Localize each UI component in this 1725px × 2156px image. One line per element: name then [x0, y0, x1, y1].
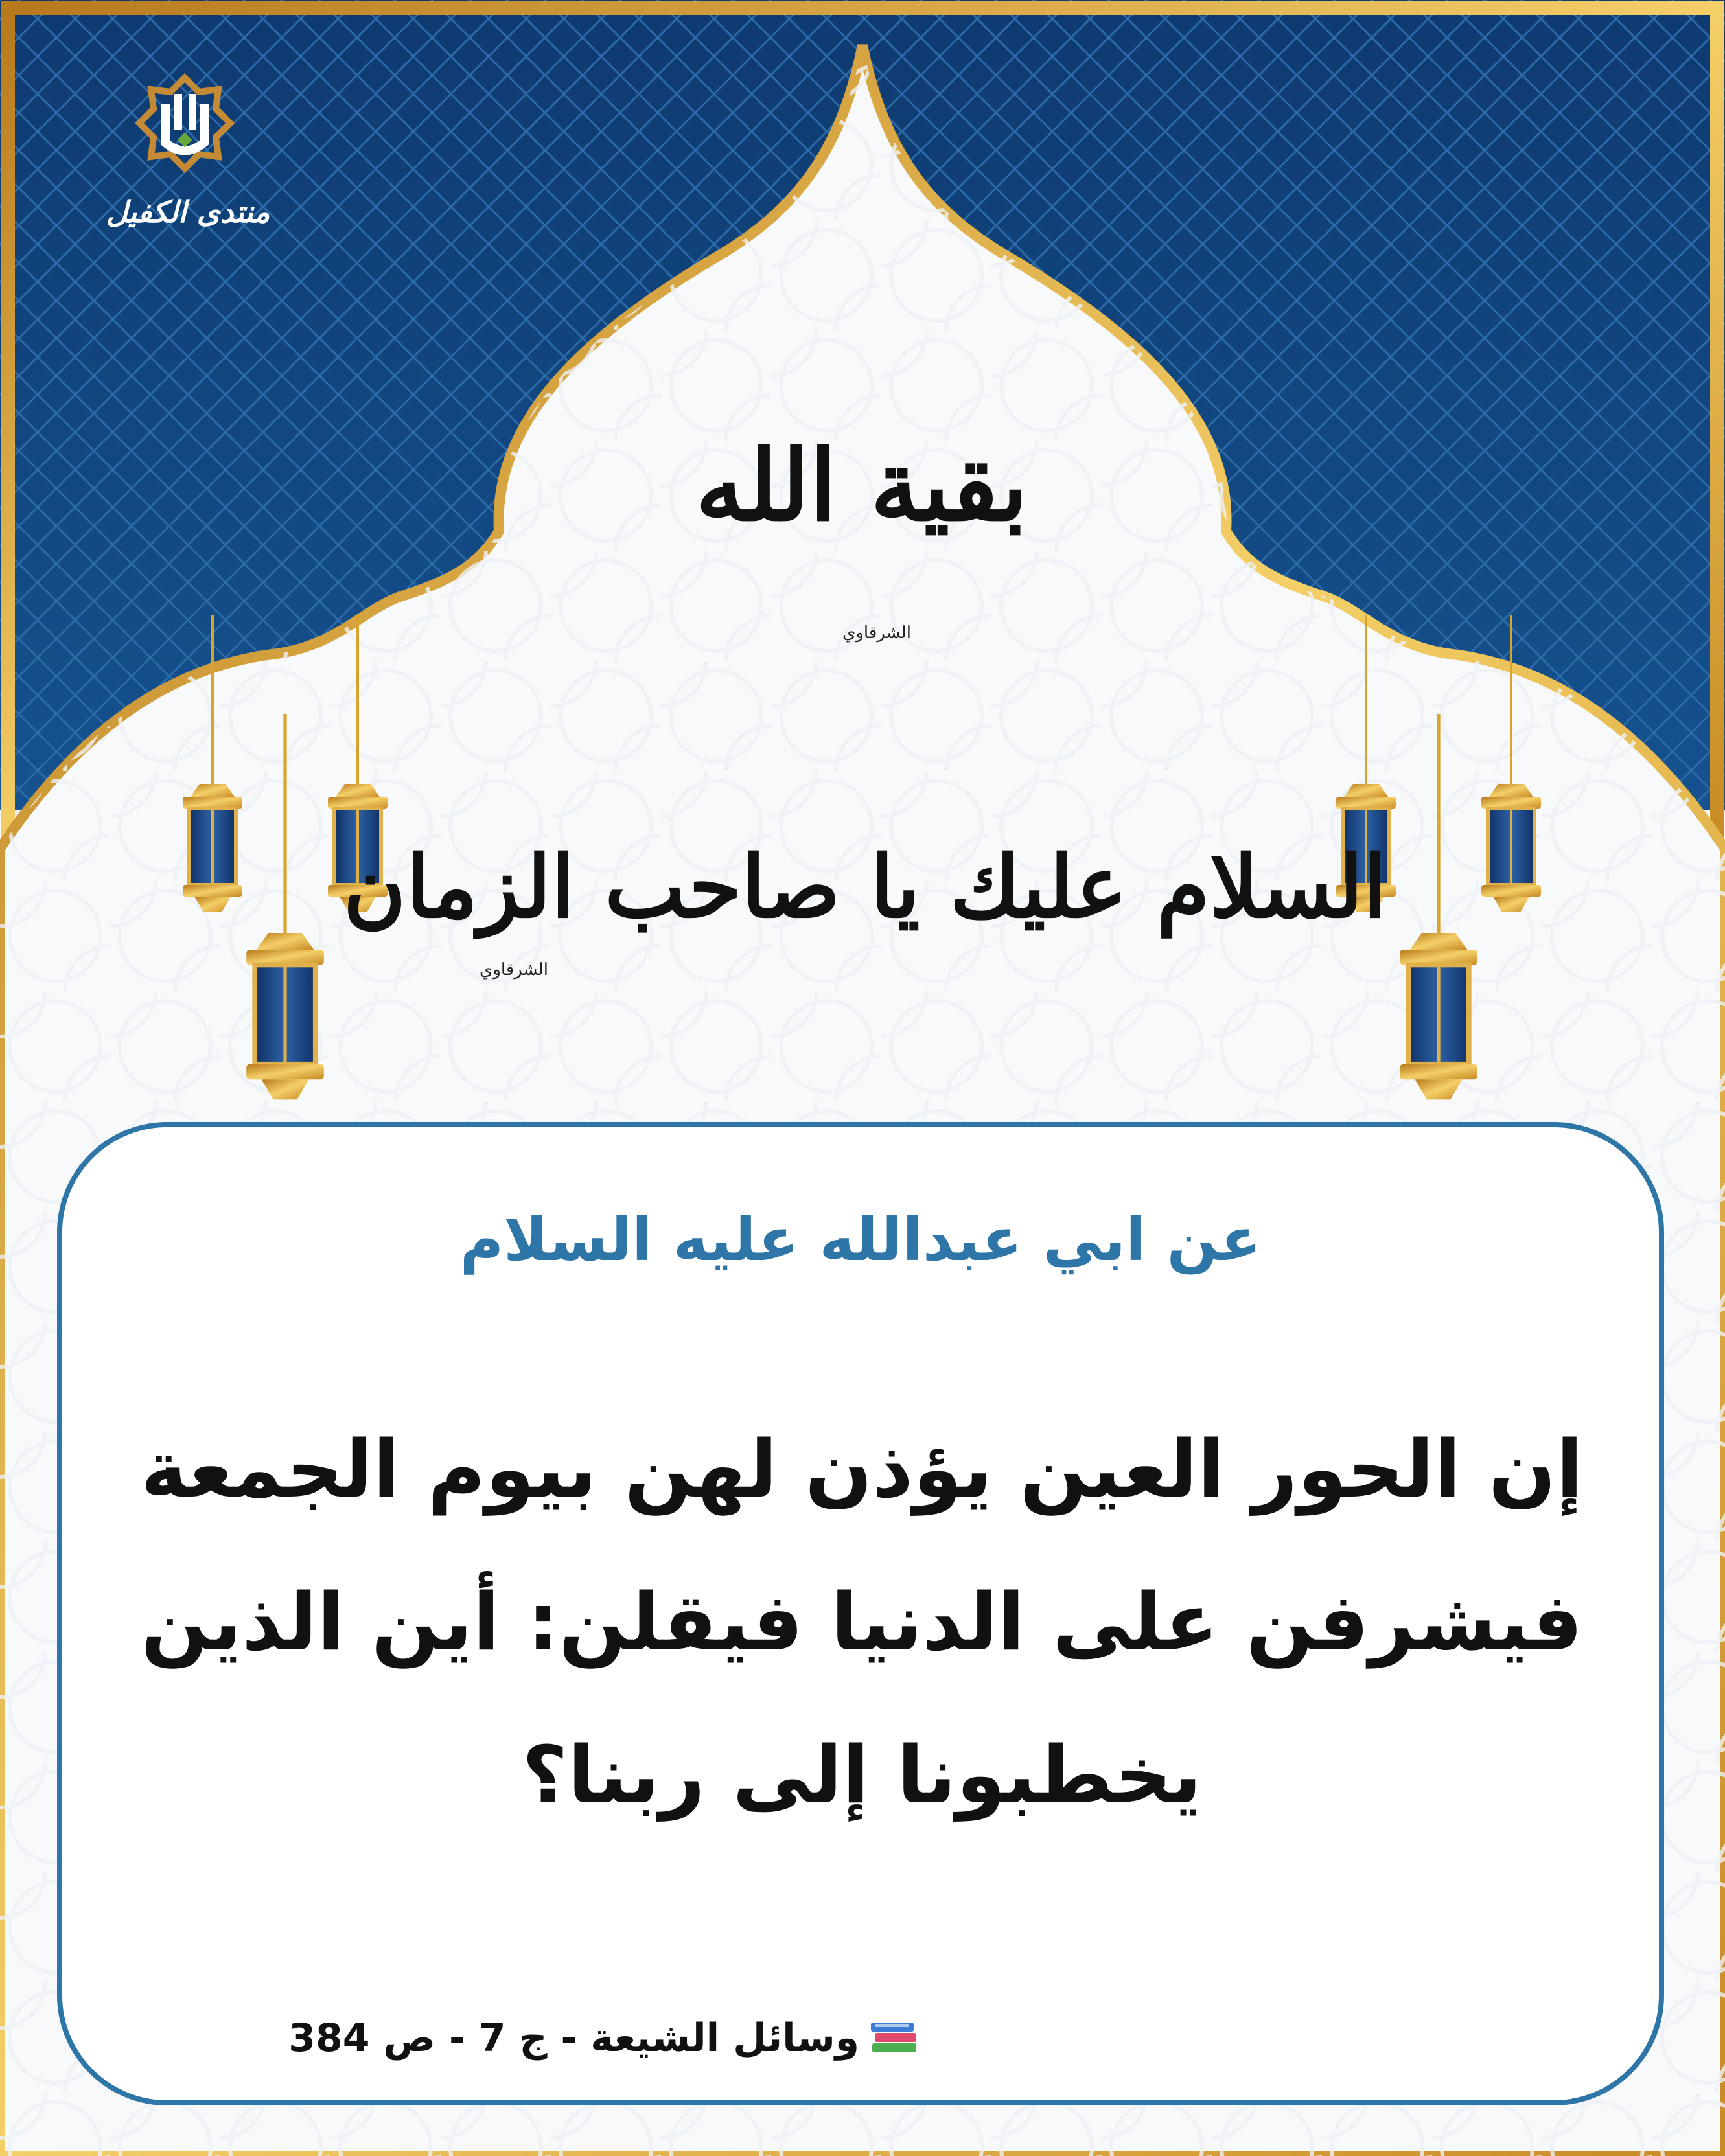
books-icon: [868, 2015, 920, 2066]
hadith-text: [110, 1393, 1614, 1852]
source-text: وسائل الشيعة - ج 7 - ص 384: [288, 2015, 859, 2061]
narrator-heading: عن ابي عبدالله عليه السلام: [459, 1205, 1262, 1274]
hadith-line: يخطبونا إلى ربنا؟: [522, 1729, 1202, 1821]
calligraphy-baqiyyat-allah: [667, 343, 1056, 643]
logo-caption: منتدى الكفيل: [106, 194, 270, 229]
hadith-line: إن الحور العين يؤذن لهن بيوم الجمعة: [140, 1423, 1584, 1515]
calligraphy-salutation: [343, 790, 1387, 985]
source-citation: [246, 2015, 920, 2066]
hadith-line: فيشرفن على الدنيا فيقلن: أين الذين: [141, 1576, 1583, 1668]
calligraphy-middle-text: السلام عليك يا صاحب الزمان: [343, 837, 1387, 937]
calligraphy-signature: الشرقاوي: [842, 623, 911, 643]
calligraphy-top-text: بقية الله: [695, 429, 1028, 543]
calligraphy-signature: الشرقاوي: [480, 960, 548, 980]
